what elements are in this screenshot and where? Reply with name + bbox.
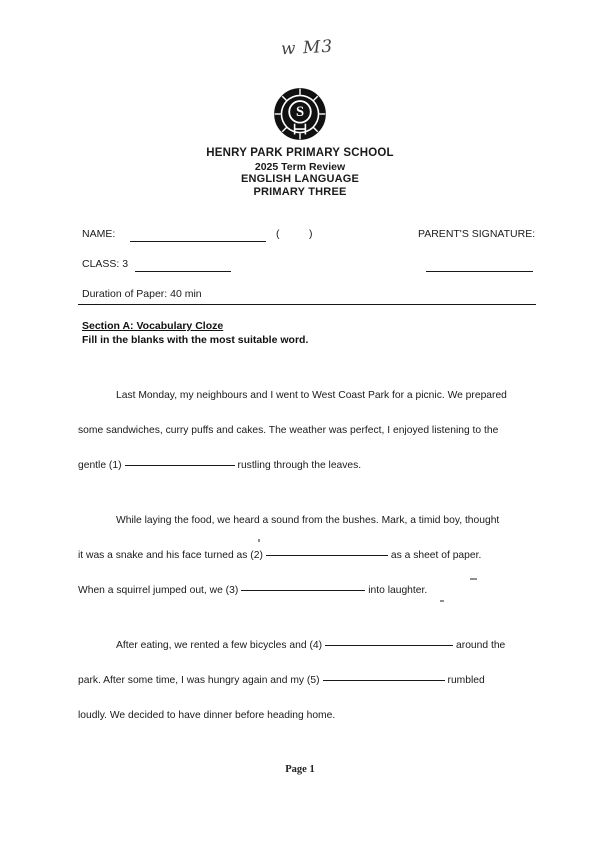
scan-speckle bbox=[440, 600, 444, 602]
class-input-blank[interactable] bbox=[135, 271, 231, 272]
school-name: HENRY PARK PRIMARY SCHOOL bbox=[206, 147, 394, 159]
section-heading-block bbox=[82, 320, 308, 346]
scan-speckle bbox=[470, 578, 477, 580]
duration-row bbox=[82, 288, 544, 318]
term-title: 2025 Term Review bbox=[254, 160, 346, 173]
class-row bbox=[82, 258, 544, 288]
header-divider bbox=[78, 304, 536, 305]
passage-text: While laying the food, we heard a sound from the bushes. Mark, a timid boy, thought bbox=[116, 515, 500, 526]
passage-text: park. After some time, I was hungry again and my (5) bbox=[78, 675, 320, 686]
passage-text: some sandwiches, curry puffs and cakes. The weather was perfect, I enjoyed listening to the bbox=[78, 425, 499, 436]
passage-line bbox=[78, 538, 546, 573]
duration-label: Duration of Paper: 40 min bbox=[82, 288, 202, 300]
passage-text: rustling through the leaves. bbox=[237, 460, 362, 471]
school-crest-container bbox=[0, 86, 600, 142]
name-input-blank[interactable] bbox=[130, 241, 266, 242]
index-close-paren: ) bbox=[309, 228, 313, 240]
cloze-blank-4[interactable] bbox=[325, 645, 453, 646]
index-open-paren: ( bbox=[276, 228, 280, 240]
cloze-blank-3[interactable] bbox=[241, 590, 365, 591]
school-crest-icon bbox=[273, 86, 327, 142]
passage-text: After eating, we rented a few bicycles and (4) bbox=[116, 640, 323, 651]
section-instruction: Fill in the blanks with the most suitable word. bbox=[82, 334, 309, 346]
passage-text: rumbled bbox=[447, 675, 485, 686]
page-footer bbox=[0, 764, 600, 775]
passage-text: Last Monday, my neighbours and I went to West Coast Park for a picnic. We prepared bbox=[116, 390, 507, 401]
passage-line bbox=[78, 698, 546, 733]
passage-line bbox=[78, 448, 546, 483]
class-label: CLASS: 3 bbox=[82, 258, 129, 270]
passage-text: loudly. We decided to have dinner before heading home. bbox=[78, 710, 336, 721]
passage-text: When a squirrel jumped out, we (3) bbox=[78, 585, 239, 596]
passage-paragraph bbox=[78, 378, 546, 483]
passage-paragraph bbox=[78, 628, 546, 733]
cloze-blank-2[interactable] bbox=[266, 555, 388, 556]
passage-text: as a sheet of paper. bbox=[390, 550, 482, 561]
svg-text:S: S bbox=[295, 104, 305, 121]
passage-text: around the bbox=[456, 640, 506, 651]
subject-title: ENGLISH LANGUAGE bbox=[240, 172, 360, 185]
passage-line bbox=[78, 628, 546, 663]
passage-line bbox=[78, 663, 546, 698]
name-label: NAME: bbox=[82, 228, 116, 240]
section-title: Section A: Vocabulary Cloze bbox=[82, 320, 224, 332]
passage-line bbox=[78, 503, 546, 538]
passage-text: into laughter. bbox=[368, 585, 428, 596]
scan-speckle bbox=[258, 539, 260, 542]
level-title: PRIMARY THREE bbox=[253, 185, 347, 198]
passage-paragraph bbox=[78, 503, 546, 608]
parent-signature-label: PARENT'S SIGNATURE: bbox=[418, 228, 536, 240]
document-header bbox=[0, 147, 600, 199]
page-number-label: Page 1 bbox=[285, 764, 315, 775]
passage-line bbox=[78, 378, 546, 413]
passage-line bbox=[78, 413, 546, 448]
parent-signature-blank[interactable] bbox=[426, 271, 533, 272]
cloze-passage bbox=[78, 378, 546, 753]
cloze-blank-1[interactable] bbox=[125, 465, 235, 466]
cloze-blank-5[interactable] bbox=[323, 680, 445, 681]
name-row bbox=[82, 228, 544, 258]
passage-text: it was a snake and his face turned as (2) bbox=[78, 550, 263, 561]
handwritten-annotation: w M3 bbox=[280, 36, 334, 60]
passage-text: gentle (1) bbox=[78, 460, 122, 471]
